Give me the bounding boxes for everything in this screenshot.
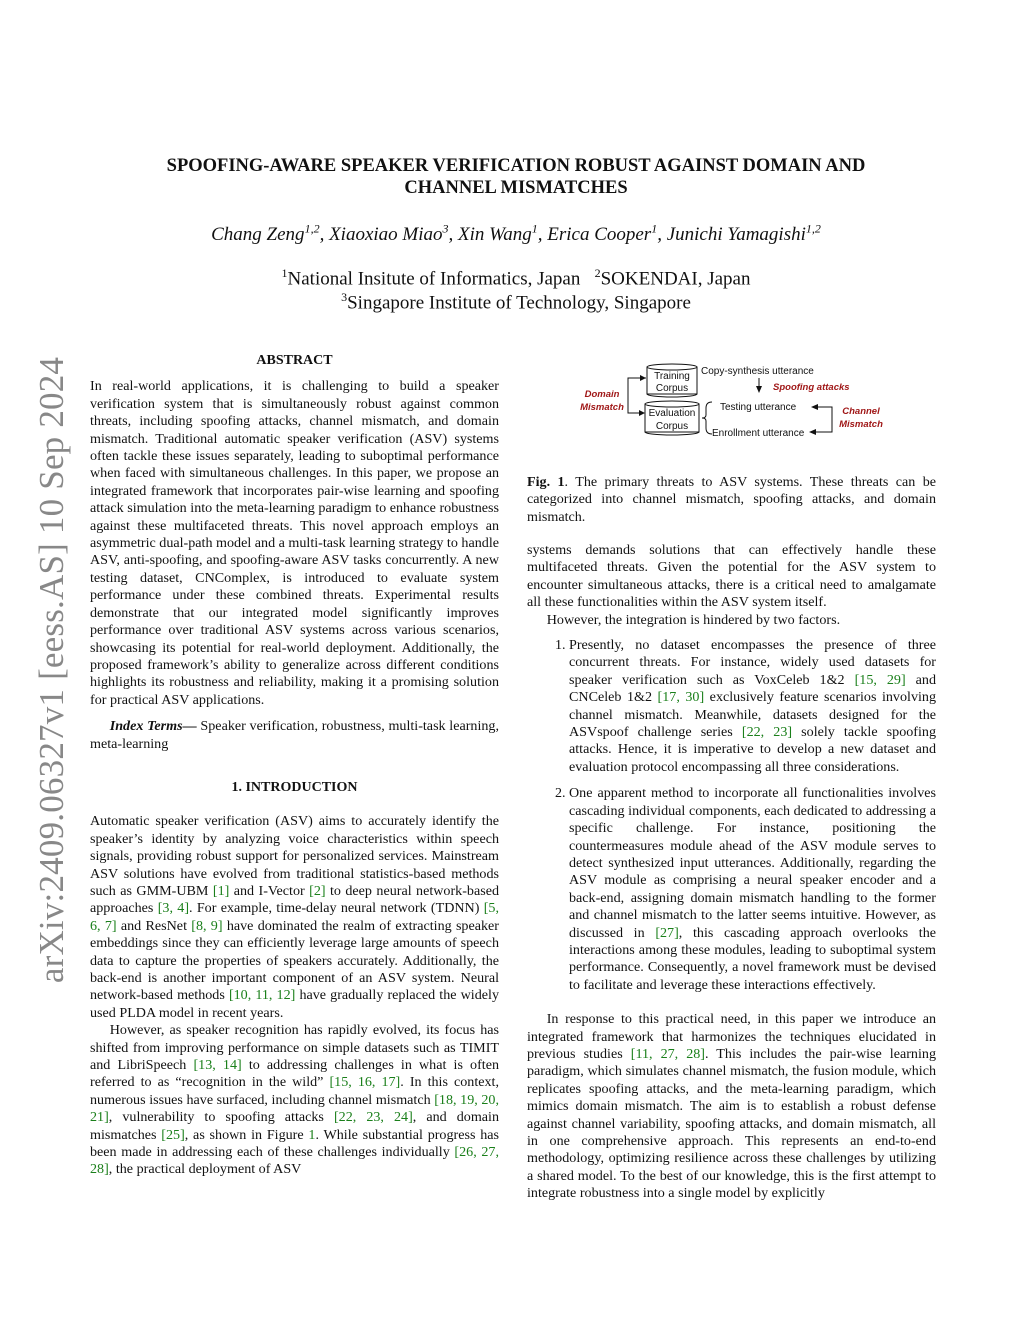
text-run: , vulnerability to spoofing attacks	[108, 1109, 334, 1126]
citation-link[interactable]: [27]	[655, 924, 679, 941]
citation-link[interactable]: [2]	[309, 882, 326, 899]
index-terms: Index Terms— Speaker verification, robustness, multi-task learning, meta-learning	[90, 718, 500, 752]
intro-paragraph-2	[90, 1022, 499, 1179]
author: Chang Zeng$^{1,2}$,	[211, 222, 330, 246]
channel-mismatch-label	[839, 406, 883, 430]
channel-mismatch-bracket	[814, 407, 832, 432]
citation-link[interactable]: [1]	[212, 882, 230, 899]
spoofing-attacks-label: Spoofing attacks	[773, 382, 850, 393]
text-run: In response to this practical need, in this paper we introduce an integrated framework that harmonizes the techniques elucidated in previous studies	[527, 1011, 936, 1062]
author: Junichi Yamagishi$^{1,2}$	[666, 222, 821, 246]
enrollment-utterance-label: Enrollment utterance	[712, 428, 805, 439]
text-run: exclusively feature scenarios involving channel mismatch. Meanwhile, datasets designed for the ASVspoof challenge series	[569, 689, 936, 741]
training-label-1: Training	[654, 371, 690, 382]
text-run: One apparent method to incorporate all functionalities involves cascading individual components, each dedicated to addressing a specific challenge. For instance, positioning the countermeasures module ahead of the ASV module serves to detect synthesized input utterances. Additionally, regarding the ASV module as comprising a neural speaker encoder and a back-end, assigning domain mismatch handling to the former and channel mismatch to the latter seems intuitive. However, as discussed in	[569, 785, 936, 941]
figure-1-caption: Fig. 1. The primary threats to ASV systems. These threats can be categorized into channel mismatch, spoofing attacks, and domain mismatch.	[527, 474, 936, 525]
text-run: and I-Vector	[229, 882, 310, 899]
citation-link[interactable]: [17, 30]	[657, 689, 705, 706]
citation-link[interactable]: [13, 14]	[193, 1057, 242, 1074]
text-run: and ResNet	[116, 917, 192, 934]
citation-link[interactable]: [15, 29]	[854, 671, 906, 688]
brace	[702, 402, 712, 434]
evaluation-label-2: Corpus	[655, 421, 689, 432]
svg-text:Channel: Channel	[842, 406, 880, 417]
citation-link[interactable]: [22, 23]	[741, 724, 793, 741]
citation-link[interactable]: [18, 19, 20, 21]	[90, 1091, 499, 1126]
author: Xin Wang$^1$,	[458, 222, 548, 246]
paper-title	[100, 155, 932, 199]
integration-factors-list	[527, 637, 936, 994]
author: Xiaoxiao Miao$^3$,	[329, 222, 459, 246]
text-run: , and domain mismatches	[90, 1109, 499, 1143]
arxiv-sidebar-stamp	[24, 340, 80, 1000]
citation-link[interactable]: 1	[308, 1126, 316, 1143]
intro-paragraph-1	[90, 813, 499, 1022]
left-column	[90, 352, 499, 1179]
citation-link[interactable]: [11, 27, 28]	[630, 1045, 705, 1062]
copy-synthesis-label: Copy-synthesis utterance	[701, 366, 814, 377]
citation-link[interactable]: [8, 9]	[191, 917, 223, 934]
citation-link[interactable]: [3, 4]	[157, 900, 190, 917]
text-run: . While substantial progress has been made in addressing each of these challenges individually	[90, 1126, 499, 1161]
text-run: . In this context, numerous issues have surfaced, including channel mismatch	[90, 1074, 500, 1108]
text-run: and CNCeleb 1&2	[569, 671, 937, 706]
training-corpus-cylinder	[647, 364, 697, 397]
citation-link[interactable]: [10, 11, 12]	[228, 987, 296, 1004]
title-line-1: SPOOFING-AWARE SPEAKER VERIFICATION ROBUST AGAINST DOMAIN AND	[166, 156, 866, 176]
list-item	[569, 637, 936, 776]
text-run: Automatic speaker verification (ASV) aims to accurately identify the speaker’s identity by analyzing voice characteristics within speech signals, providing robust support for personalized services. Mainstream ASV solutions have evolved from traditional statistics-based methods such as GMM-UBM	[90, 813, 499, 899]
abstract-heading: ABSTRACT	[256, 353, 333, 368]
text-run: to addressing challenges in what is often referred to as “recognition in the wild”	[90, 1057, 500, 1091]
text-run: , the practical deployment of ASV	[108, 1161, 302, 1178]
abstract-text: In real-world applications, it is challenging to build a speaker verification system that is simultaneously robust against common threats, including spoofing attacks, channel mismatch, and domain mismatch. Traditional automatic speaker verification (ASV) systems often tackle these issues separately, leading to suboptimal performance when faced with simultaneous challenges. In this paper, we propose an integrated framework that incorporates pair-wise learning and spoofing attack simulation into the meta-learning paradigm to enhance robustness against these multifaceted threats. This novel approach employs an asymmetric dual-path model and a multi-task learning strategy to handle ASV, anti-spoofing, and spoofing-aware ASV tasks concurrently. A new testing dataset, CNComplex, is introduced to evaluate system performance under these combined threats. Experimental results demonstrate that our integrated model significantly improves performance over traditional ASV systems across various scenarios, showcasing its potential for real-world deployment. Additionally, the proposed framework’s ability to generalize across different conditions highlights its robustness and reliability, making it a promising solution for practical ASV applications.	[90, 378, 499, 708]
title-line-2: CHANNEL MISMATCHES	[404, 178, 628, 198]
intro-heading: 1. INTRODUCTION	[231, 779, 358, 795]
svg-text:Domain: Domain	[584, 389, 620, 400]
intro-paragraph-3: systems demands solutions that can effectively handle these multifaceted threats. Given the potential for the ASV system to encounter simultaneous attacks, there is a critical need to amalgamate all these functionalities within the ASV system itself.	[527, 542, 936, 611]
svg-text:Mismatch: Mismatch	[839, 419, 883, 430]
figure-1-threat-diagram	[560, 360, 900, 445]
text-run: , this cascading approach overlooks the interactions among these modules, leading to suboptimal system performance. Consequently, a novel framework must be devised to facilitate and leverage these interactions effectively.	[569, 924, 937, 993]
svg-text:Mismatch: Mismatch	[580, 402, 624, 413]
intro-paragraph-5	[527, 1011, 936, 1202]
right-column	[527, 542, 936, 1203]
author: Erica Cooper$^1$,	[547, 222, 667, 246]
text-run: , as shown in Figure	[184, 1126, 309, 1143]
arxiv-id: arXiv:2409.06327v1 [eess.AS] 10 Sep 2024	[32, 356, 71, 984]
testing-utterance-label: Testing utterance	[720, 402, 797, 413]
evaluation-label-1: Evaluation	[648, 408, 696, 419]
domain-mismatch-bracket	[628, 378, 646, 413]
text-run: . This includes the pair-wise learning paradigm, which simulates channel mismatch, the fusion module, which replicates spoofing attacks, and the meta-learning paradigm, which mimics domain mismatch. The aim is to establish a robust defense against channel variability, spoofing attacks, and domain mismatch, all in one comprehensive approach. This represents an end-to-end methodology, optimizing resilience across these challenges by utilizing a shared model. To the best of our knowledge, this is the first attempt to integrate robustness into a single model by explicitly	[527, 1045, 936, 1202]
citation-link[interactable]: [15, 16, 17]	[329, 1074, 401, 1091]
author-list	[100, 222, 932, 246]
text-run: have gradually replaced the widely used PLDA model in recent years.	[90, 987, 499, 1021]
intro-paragraph-4: However, the integration is hindered by two factors.	[546, 611, 841, 628]
affiliation-line-1: $^1$National Insitute of Informatics, Japan $^2$SOKENDAI, Japan	[281, 266, 751, 290]
text-run: solely tackle spoofing attacks. Hence, it is imperative to develop a new dataset and evaluation protocol encompassing all three considerations.	[569, 724, 936, 775]
list-item	[569, 785, 936, 994]
citation-link[interactable]: [26, 27, 28]	[90, 1144, 499, 1178]
text-run: However, as speaker recognition has rapidly evolved, its focus has shifted from improving performance on simple datasets such as TIMIT and LibriSpeech	[90, 1022, 499, 1074]
training-label-2: Corpus	[655, 383, 689, 394]
domain-mismatch-label	[580, 389, 624, 413]
affiliation-line-2: $^3$Singapore Institute of Technology, Singapore	[341, 290, 691, 314]
citation-link[interactable]: [5, 6, 7]	[90, 900, 499, 934]
text-run: Presently, no dataset encompasses the presence of three concurrent threats. For instance, widely used datasets for speaker verification such as VoxCeleb 1&2	[569, 637, 936, 688]
text-run: . For example, time-delay neural network (TDNN)	[189, 900, 484, 917]
text-run: to deep neural network-based approaches	[90, 882, 499, 917]
text-run: have dominated the realm of extracting speaker embeddings since they can efficiently leverage large amounts of speech data to capture the properties of speakers accurately. Additionally, the back-end is another important component of an ASV system. Neural network-based methods	[90, 917, 499, 1004]
evaluation-corpus-cylinder	[645, 401, 699, 435]
citation-link[interactable]: [25]	[161, 1126, 185, 1143]
citation-link[interactable]: [22, 23, 24]	[333, 1109, 413, 1126]
